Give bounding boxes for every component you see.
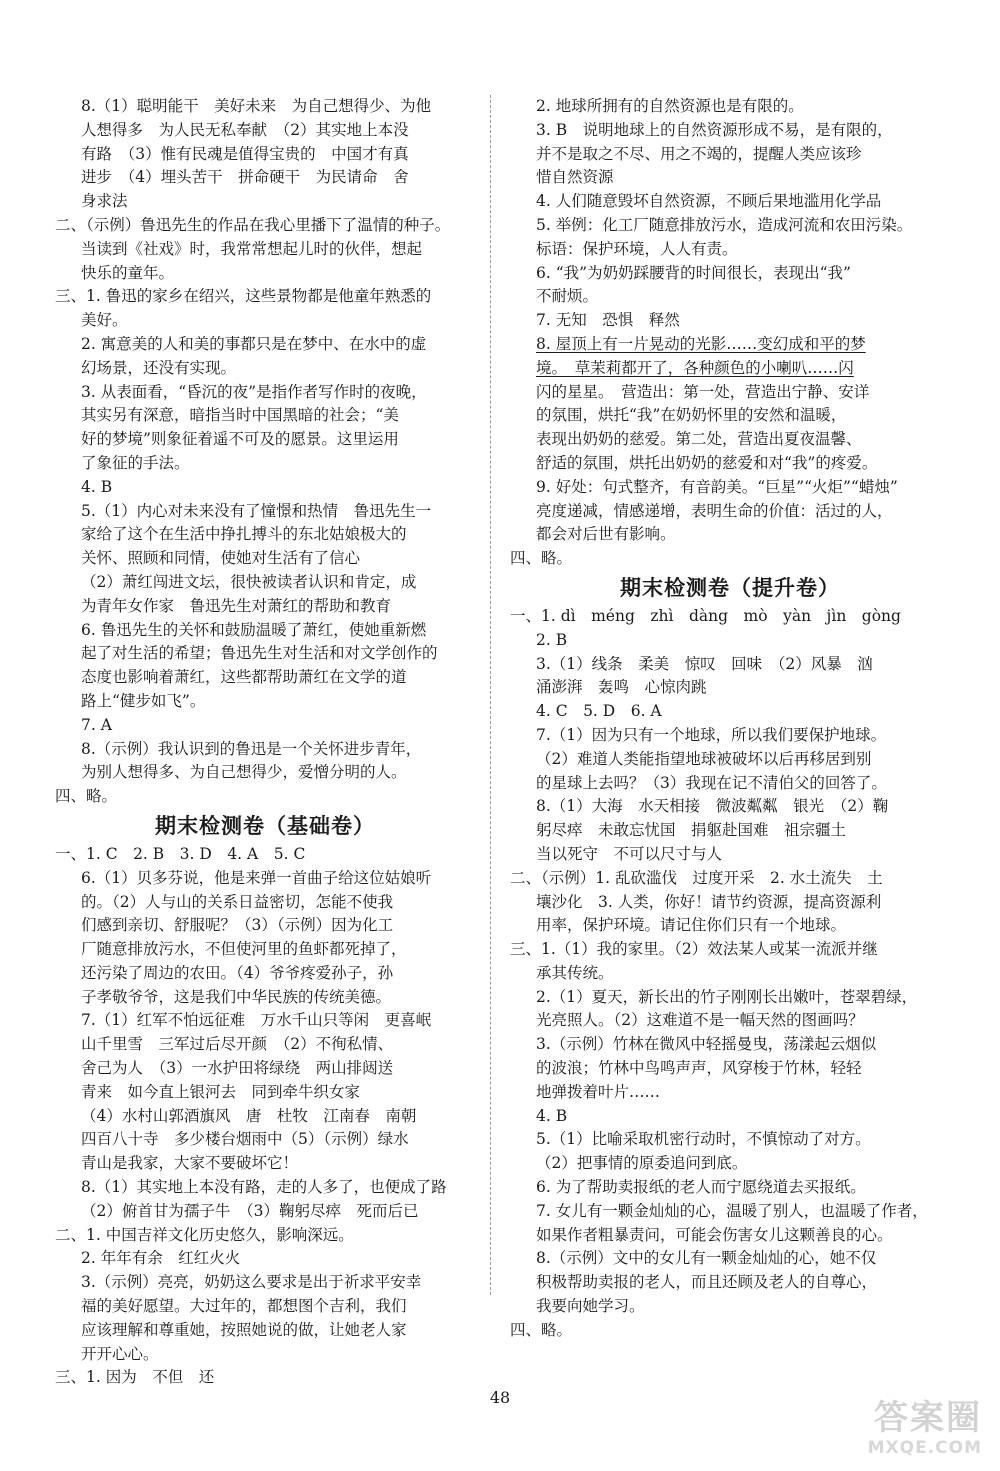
answer-text: 进步 （4）埋头苦干 拼命硬干 为民请命 舍 xyxy=(81,168,409,187)
answer-text: 7. 女儿有一颗金灿灿的心，温暖了别人，也温暖了作者， xyxy=(536,1201,928,1220)
answer-line xyxy=(55,619,475,643)
answer-text: 四、略。 xyxy=(55,787,118,806)
answer-line xyxy=(510,891,950,915)
answer-line xyxy=(510,452,950,476)
answer-line xyxy=(510,676,950,700)
answer-line xyxy=(55,1366,475,1390)
answer-text: 光亮照人。（2）这难道不是一幅天然的图画吗？ xyxy=(536,1011,864,1030)
watermark-logo xyxy=(832,1398,982,1464)
answer-line xyxy=(55,938,475,962)
answer-text: 青来 如今直上银河去 同到牵牛织女家 xyxy=(81,1082,361,1101)
answer-text: 都会对后世有影响。 xyxy=(536,525,676,544)
answer-line xyxy=(55,785,475,809)
answer-text: 4. 人们随意毁坏自然资源，不顾后果地滥用化学品 xyxy=(536,192,882,211)
answer-line xyxy=(510,547,950,571)
answer-line xyxy=(55,428,475,452)
answer-line xyxy=(55,1200,475,1224)
answer-line xyxy=(55,285,475,309)
answer-line xyxy=(55,500,475,524)
answer-text: 闪的星星。 营造出：第一处，营造出宁静、安详 xyxy=(536,382,870,401)
answer-line xyxy=(510,962,950,986)
answer-text: 3.（1）线条 柔美 惊叹 回味 （2）风暴 汹 xyxy=(536,654,873,673)
answer-text: 美好。 xyxy=(81,311,128,330)
answer-text: 6.（1）贝多芬说，他是来弹一首曲子给这位姑娘听 xyxy=(81,868,432,887)
answer-line xyxy=(55,1105,475,1129)
answer-text: 一、1. C 2. B 3. D 4. A 5. C xyxy=(55,844,306,863)
answer-line xyxy=(510,938,950,962)
answer-line xyxy=(55,843,475,867)
answer-line xyxy=(55,666,475,690)
answer-text: 4. C 5. D 6. A xyxy=(536,702,662,721)
answer-line xyxy=(510,500,950,524)
answer-text: 开开心心。 xyxy=(81,1344,159,1363)
answer-text: （2）把事情的原委追问到底。 xyxy=(536,1154,748,1173)
answer-line xyxy=(55,642,475,666)
answer-line xyxy=(55,761,475,785)
answer-text: 三、1.（1）我的家里。（2）效法某人或某一流派并继 xyxy=(510,940,878,959)
answer-text: 7.（1）因为只有一个地球，所以我们要保护地球。 xyxy=(536,725,887,744)
answer-line xyxy=(510,309,950,333)
answer-text: 舒适的氛围，烘托出奶奶的慈爱和对“我”的疼爱。 xyxy=(536,453,878,472)
answer-text: 不耐烦。 xyxy=(536,287,599,306)
answer-text: 当以死守 不可以尺寸与人 xyxy=(536,844,723,863)
answer-line xyxy=(510,238,950,262)
answer-text: 3.（示例）竹林在微风中轻摇曼曳，荡漾起云烟似 xyxy=(536,1035,877,1054)
answer-text: 们感到亲切、舒服呢？（3）（示例）因为化工 xyxy=(81,916,394,935)
answer-text: 态度也影响着萧红，这些都帮助萧红在文学的道 xyxy=(81,668,407,687)
answer-line xyxy=(510,143,950,167)
answer-line xyxy=(55,1295,475,1319)
answer-line xyxy=(510,1033,950,1057)
answer-text: （2）难道人类能指望地球被破坏以后再移居到别 xyxy=(536,749,872,768)
answer-line xyxy=(510,1200,950,1224)
answer-text: 2. 年年有余 红红火火 xyxy=(81,1249,241,1268)
answer-line xyxy=(55,914,475,938)
answer-line xyxy=(510,629,950,653)
answer-text: 如果作者粗暴责问，可能会伤害女儿这颗善良的心。 xyxy=(536,1225,893,1244)
answer-text: 9. 好处：句式整齐，有音韵美。“巨星”“火炬”“蜡烛” xyxy=(536,477,898,496)
answer-text: 舍己为人 （3）一水护田将绿绕 两山排闼送 xyxy=(81,1059,394,1078)
answer-text: 我要向她学习。 xyxy=(536,1297,645,1316)
answer-line xyxy=(510,1105,950,1129)
answer-line xyxy=(55,891,475,915)
answer-text: 还污染了周边的农田。（4）爷爷疼爱孙子，孙 xyxy=(81,963,394,982)
answer-text: 6. 为了帮助卖报纸的老人而宁愿绕道去买报纸。 xyxy=(536,1178,866,1197)
answer-line xyxy=(510,1081,950,1105)
answer-text: 的。（2）人与山的关系日益密切，怎能不使我 xyxy=(81,892,394,911)
answer-text: 躬尽瘁 未敢忘忧国 捐躯赴国难 祖宗疆土 xyxy=(536,821,847,840)
answer-line xyxy=(55,867,475,891)
answer-line xyxy=(55,333,475,357)
answer-text: 二、（示例）1. 乱砍滥伐 过度开采 2. 水土流失 土 xyxy=(510,868,883,887)
answer-text: 5. 举例：化工厂随意排放污水，造成河流和农田污染。 xyxy=(536,215,913,234)
answer-text: 的波浪；竹林中鸟鸣声声，风穿梭于竹林，轻轻 xyxy=(536,1059,862,1078)
answer-text: 关怀、照顾和同情，使她对生活有了信心 xyxy=(81,549,361,568)
answer-text: 人想得多 为人民无私奉献 （2）其实地上本没 xyxy=(81,120,409,139)
answer-text: 5.（1）内心对未来没有了憧憬和热情 鲁迅先生一 xyxy=(81,501,432,520)
answer-line xyxy=(510,1176,950,1200)
answer-text: 了象征的手法。 xyxy=(81,453,190,472)
answer-line xyxy=(510,404,950,428)
answer-line xyxy=(55,1128,475,1152)
answer-line xyxy=(55,143,475,167)
answer-text: 3. B 说明地球上的自然资源形成不易，是有限的， xyxy=(536,120,893,139)
answer-line xyxy=(55,238,475,262)
answer-text: 7.（1）红军不怕远征难 万水千山只等闲 更喜岷 xyxy=(81,1011,432,1030)
answer-text: 二、1. 中国吉祥文化历史悠久，影响深远。 xyxy=(55,1225,354,1244)
answer-line xyxy=(510,428,950,452)
answer-text: 家给了这个在生活中挣扎搏斗的东北姑娘极大的 xyxy=(81,525,407,544)
answer-line xyxy=(510,724,950,748)
answer-line xyxy=(55,309,475,333)
right-column xyxy=(510,95,950,1343)
answer-text: 2. B xyxy=(536,630,568,649)
answer-text: 8.（示例）我认识到的鲁迅是一个关怀进步青年， xyxy=(81,739,422,758)
answer-line xyxy=(55,1081,475,1105)
answer-line xyxy=(55,962,475,986)
answer-line xyxy=(510,1295,950,1319)
answer-line xyxy=(55,547,475,571)
answer-text: 三、1. 因为 不但 还 xyxy=(55,1368,215,1387)
answer-line xyxy=(510,748,950,772)
answer-text: 4. B xyxy=(536,1106,568,1125)
answer-text: 3.（示例）亮亮，奶奶这么要求是出于祈求平安幸 xyxy=(81,1273,422,1292)
answer-line xyxy=(510,381,950,405)
answer-line xyxy=(510,166,950,190)
answer-line xyxy=(510,795,950,819)
answer-line xyxy=(510,819,950,843)
section-heading xyxy=(55,809,475,843)
answer-text: 惜自然资源 xyxy=(536,168,614,187)
answer-line xyxy=(510,867,950,891)
answer-text: 8. 屋顶上有一片晃动的光影……变幻成和平的梦 xyxy=(536,334,866,353)
answer-text: 身求法 xyxy=(81,192,128,211)
answer-line xyxy=(510,357,950,381)
answer-line xyxy=(55,1152,475,1176)
answer-line xyxy=(510,1271,950,1295)
answer-line xyxy=(510,523,950,547)
answer-line xyxy=(510,214,950,238)
answer-line xyxy=(510,1128,950,1152)
answer-text: 应该理解和尊重她，按照她说的做，让她老人家 xyxy=(81,1320,407,1339)
answer-text: 2.（1）夏天，新长出的竹子刚刚长出嫩叶，苍翠碧绿， xyxy=(536,987,918,1006)
answer-line xyxy=(510,605,950,629)
answer-line xyxy=(55,381,475,405)
answer-text: 其实另有深意，暗指当时中国黑暗的社会；“美 xyxy=(81,406,399,425)
answer-text: 8.（1）其实地上本没有路，走的人多了，也便成了路 xyxy=(81,1178,447,1197)
answer-line xyxy=(55,214,475,238)
answer-line xyxy=(55,1271,475,1295)
answer-line xyxy=(510,262,950,286)
answer-line xyxy=(510,95,950,119)
answer-text: 2. 地球所拥有的自然资源也是有限的。 xyxy=(536,97,804,115)
answer-line xyxy=(55,95,475,119)
answer-line xyxy=(55,452,475,476)
answer-text: 为别人想得多、为自己想得少，爱憎分明的人。 xyxy=(81,763,407,782)
answer-text: 2. 寓意美的人和美的事都只是在梦中、在水中的虚 xyxy=(81,334,427,353)
page-number: 48 xyxy=(489,1388,511,1407)
answer-text: 地弹拨着叶片…… xyxy=(536,1082,661,1101)
answer-line xyxy=(55,404,475,428)
answer-text: 福的美好愿望。大过年的，都想图个吉利，我们 xyxy=(81,1297,407,1316)
answer-line xyxy=(510,1152,950,1176)
answer-line xyxy=(55,714,475,738)
answer-line xyxy=(510,1247,950,1271)
answer-line xyxy=(510,119,950,143)
answer-line xyxy=(55,1033,475,1057)
answer-text: （2）俯首甘为孺子牛 （3）鞠躬尽瘁 死而后已 xyxy=(81,1201,419,1220)
answer-text: 7. A xyxy=(81,715,112,734)
answer-text: 承其传统。 xyxy=(536,963,614,982)
answer-line xyxy=(55,1176,475,1200)
answer-line xyxy=(55,571,475,595)
answer-text: 8.（1）聪明能干 美好未来 为自己想得少、为他 xyxy=(81,97,432,115)
answer-line xyxy=(55,166,475,190)
answer-text: 5.（1）比喻采取机密行动时，不慎惊动了对方。 xyxy=(536,1130,871,1149)
answer-line xyxy=(510,914,950,938)
section-heading xyxy=(510,571,950,605)
answer-line xyxy=(55,523,475,547)
answer-text: 青山是我家，大家不要破坏它！ xyxy=(81,1154,299,1173)
answer-text: 四百八十寺 多少楼台烟雨中（5）（示例）绿水 xyxy=(81,1130,409,1149)
answer-text: 亮度递减，情感递增，表明生命的价值：活过的人， xyxy=(536,501,893,520)
answer-line xyxy=(55,1009,475,1033)
answer-line xyxy=(55,262,475,286)
answer-line xyxy=(55,1247,475,1271)
answer-line xyxy=(510,476,950,500)
answer-text: 一、1. dì méng zhì dàng mò yàn jìn gòng xyxy=(510,606,901,625)
answer-line xyxy=(55,357,475,381)
answer-text: 4. B xyxy=(81,477,113,496)
answer-line xyxy=(55,1343,475,1367)
answer-line xyxy=(510,1224,950,1248)
answer-text: 3. 从表面看，“昏沉的夜”是指作者写作时的夜晚， xyxy=(81,382,427,401)
answer-text: （4）水村山郭酒旗风 唐 杜牧 江南春 南朝 xyxy=(81,1106,417,1125)
answer-text: 快乐的童年。 xyxy=(81,263,175,282)
answer-line xyxy=(510,986,950,1010)
answer-text: 四、略。 xyxy=(510,1320,573,1339)
answer-line xyxy=(510,700,950,724)
answer-text: 三、1. 鲁迅的家乡在绍兴，这些景物都是他童年熟悉的 xyxy=(55,287,432,306)
answer-line xyxy=(510,653,950,677)
answer-line xyxy=(55,690,475,714)
answer-text: 境。 草茉莉都开了，各种颜色的小喇叭……闪 xyxy=(536,358,854,377)
answer-line xyxy=(55,1057,475,1081)
answer-line xyxy=(55,119,475,143)
answer-line xyxy=(510,1057,950,1081)
column-divider xyxy=(490,95,491,1295)
answer-line xyxy=(55,986,475,1010)
answer-text: 期末检测卷（提升卷） xyxy=(620,575,840,600)
answer-line xyxy=(55,595,475,619)
answer-text: 有路 （3）惟有民魂是值得宝贵的 中国才有真 xyxy=(81,144,409,163)
answer-text: 7. 无知 恐惧 释然 xyxy=(536,311,680,330)
answer-text: 的氛围，烘托“我”在奶奶怀里的安然和温暖， xyxy=(536,406,847,425)
left-column xyxy=(55,95,475,1390)
answer-line xyxy=(55,738,475,762)
answer-text: 8.（1）大海 水天相接 微波粼粼 银光 （2）鞠 xyxy=(536,797,889,816)
answer-text: 标语：保护环境，人人有责。 xyxy=(536,239,738,258)
answer-text: 期末检测卷（基础卷） xyxy=(155,813,375,838)
answer-line xyxy=(510,190,950,214)
answer-text: 子孝敬爷爷，这是我们中华民族的传统美德。 xyxy=(81,987,392,1006)
answer-text: 的星球上去吗？（3）我现在记不清伯父的回答了。 xyxy=(536,773,887,792)
watermark-text: 答案圈 xyxy=(874,1398,982,1438)
answer-text: 厂随意排放污水，不但使河里的鱼虾都死掉了， xyxy=(81,940,407,959)
answer-text: 用率，保护环境。请记住你们只有一个地球。 xyxy=(536,916,847,935)
answer-text: 壤沙化 3. 人类，你好！请节约资源，提高资源利 xyxy=(536,892,882,911)
answer-text: 为青年女作家 鲁迅先生对萧红的帮助和教育 xyxy=(81,596,392,615)
answer-line xyxy=(510,843,950,867)
answer-text: 幻场景，还没有实现。 xyxy=(81,358,237,377)
answer-text: 6. 鲁迅先生的关怀和鼓励温暖了萧红，使她重新燃 xyxy=(81,620,427,639)
answer-line xyxy=(55,190,475,214)
answer-line xyxy=(510,333,950,357)
answer-line xyxy=(55,1319,475,1343)
answer-text: 山千里雪 三军过后尽开颜 （2）不徇私情、 xyxy=(81,1035,394,1054)
answer-text: 四、略。 xyxy=(510,549,573,568)
answer-text: 并不是取之不尽、用之不竭的，提醒人类应该珍 xyxy=(536,144,862,163)
answer-line xyxy=(55,476,475,500)
answer-line xyxy=(510,1009,950,1033)
answer-text: 8.（示例）文中的女儿有一颗金灿灿的心，她不仅 xyxy=(536,1249,877,1268)
answer-line xyxy=(55,1224,475,1248)
answer-text: 起了对生活的希望；鲁迅先生对生活和对文学创作的 xyxy=(81,644,438,663)
answer-line xyxy=(510,285,950,309)
answer-text: （2）萧红闯进文坛，很快被读者认识和肯定，成 xyxy=(81,572,417,591)
answer-text: 好的梦境”则象征着遥不可及的愿景。这里运用 xyxy=(81,430,399,449)
answer-text: 涌澎湃 轰鸣 心惊肉跳 xyxy=(536,678,707,697)
answer-text: 二、（示例）鲁迅先生的作品在我心里播下了温情的种子。 xyxy=(55,215,451,234)
answer-line xyxy=(510,1319,950,1343)
answer-line xyxy=(510,772,950,796)
answer-text: 表现出奶奶的慈爱。第二处，营造出夏夜温馨、 xyxy=(536,430,862,449)
answer-text: 路上“健步如飞”。 xyxy=(81,691,206,710)
answer-text: 当读到《社戏》时，我常常想起儿时的伙伴，想起 xyxy=(81,239,423,258)
answer-text: 积极帮助卖报的老人，而且还顾及老人的自尊心， xyxy=(536,1273,878,1292)
answer-text: 6. “我”为奶奶踩腰背的时间很长，表现出“我” xyxy=(536,263,851,282)
watermark-url: MXQE.COM xyxy=(867,1438,982,1458)
